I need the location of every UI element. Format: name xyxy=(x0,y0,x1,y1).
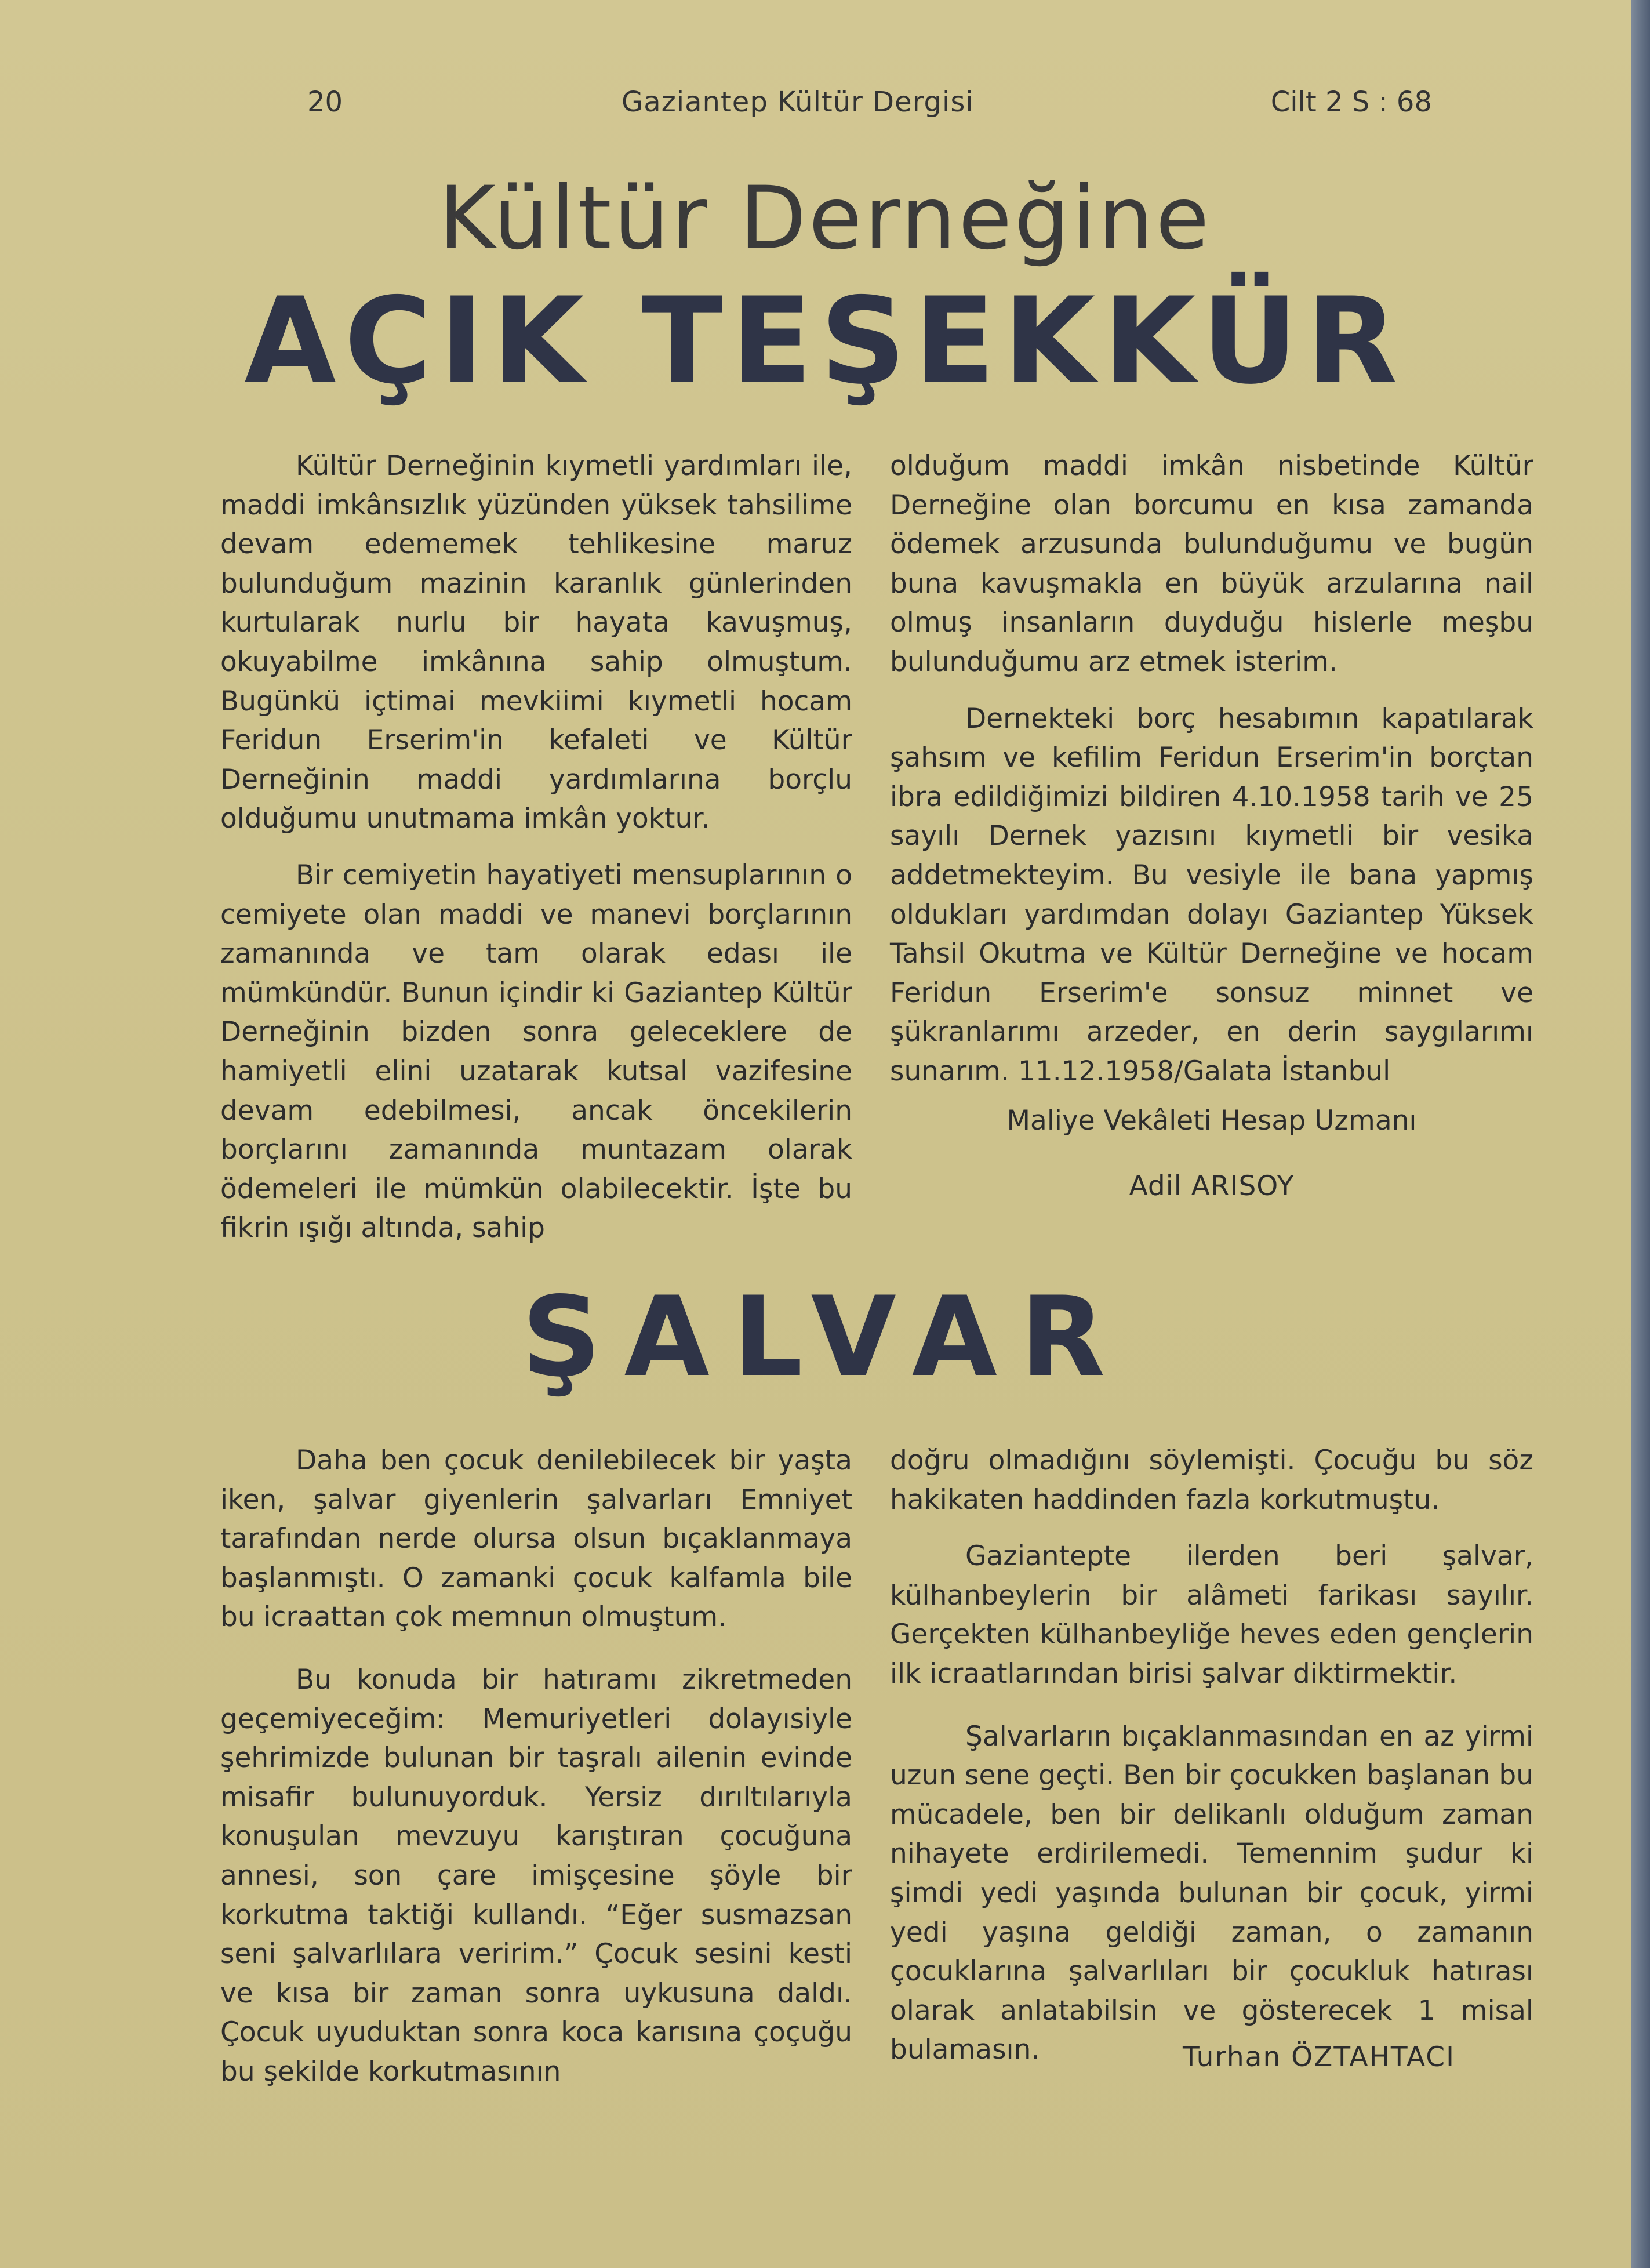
page-header xyxy=(307,86,1432,132)
article1-paragraph: Dernekteki borç hesabımın kapatılarak şahsım ve kefilim Feridun Erserim'in borçtan ibra edildiğimizi bildiren 4.10.1958 tarih ve 25 sayılı Dernek yazısını kıymetli bir vesika addetmekteyim. Bu vesiyle ile bana yapmış oldukları yardımdan dolayı Gaziantep Yüksek Tahsil Okutma ve Kültür Derneğine ve hocam Feridun Erserim'e sonsuz minnet ve şükranlarımı arzeder, en derin saygılarımı sunarım. 11.12.1958/Galata İstanbul xyxy=(890,702,1533,1087)
article2-paragraph: Şalvarların bıçaklanmasından en az yirmi uzun sene geçti. Ben bir çocukken başlanan bu mücadele, ben bir delikanlı olduğum zaman nihayete erdirilemedi. Temennim şudur ki şimdi yedi yaşında bulunan bir çocuk, yirmi yedi yaşına geldiği zaman, o zamanın çocuklarına şalvarlıları bir çocukluk hatırası olarak anlatabilsin ve gösterecek 1 misal bulamasın. xyxy=(890,1720,1533,2066)
article1-right-column xyxy=(890,447,1533,1091)
article1-signature-title: Maliye Vekâleti Hesap Uzmanı xyxy=(1006,1105,1417,1137)
article1-title-line2: AÇIK TEŞEKKÜR xyxy=(244,273,1406,411)
article2-title: ŞALVAR xyxy=(521,1273,1129,1401)
article2-signature-name: Turhan ÖZTAHTACI xyxy=(1183,2041,1455,2073)
article2-paragraph: Gaziantepte ilerden beri şalvar, külhanbeylerin bir alâmeti farikası sayılır. Gerçekten külhanbeyliğe heves eden gençlerin ilk icraatlarından birisi şalvar diktirmektir. xyxy=(890,1540,1533,1690)
article2-paragraph: doğru olmadığını söylemişti. Çocuğu bu söz hakikaten haddinden fazla korkutmuştu. xyxy=(890,1445,1533,1516)
article1-paragraph: Kültür Derneğinin kıymetli yardımları ile, maddi imkânsızlık yüzünden yüksek tahsilime devam edememek tehlikesine maruz bulunduğum mazinin karanlık günlerinden kurtularak nurlu bir hayata kavuşmuş, okuyabilme imkânına sahip olmuştum. Bugünkü içtimai mevkiimi kıymetli hocam Feridun Erserim'in kefaleti ve Kültür Derneğinin maddi yardımlarına borçlu olduğumu unutmama imkân yoktur. xyxy=(220,450,852,835)
article2-paragraph: Daha ben çocuk denilebilecek bir yaşta iken, şalvar giyenlerin şalvarları Emniyet tarafından nerde olursa olsun bıçaklanmaya başlanmıştı. O zamanki çocuk kalfamla bile bu icraattan çok memnun olmuştum. xyxy=(220,1445,852,1634)
article1-left-column xyxy=(220,447,852,1248)
article2-left-column xyxy=(220,1441,852,2092)
journal-name: Gaziantep Kültür Dergisi xyxy=(622,86,974,118)
issue-number: Cilt 2 S : 68 xyxy=(1270,86,1432,118)
article1-paragraph: olduğum maddi imkân nisbetinde Kültür Derneğine olan borcumu en kısa zamanda ödemek arzusunda bulunduğumu ve bugün buna kavuşmakla en büyük arzularına nail olmuş insanların duyduğu hislerle meşbu bulunduğumu arz etmek isterim. xyxy=(890,450,1533,678)
article2-paragraph: Bu konuda bir hatıramı zikretmeden geçemiyeceğim: Memuriyetleri dolayısiyle şehrimizde bulunan bir taşralı ailenin evinde misafir bulunuyorduk. Yersiz dırıltılarıyla konuşulan mevzuyu karıştıran çocuğuna annesi, son çare imişçesine şöyle bir korkutma taktiği kullandı. “Eğer susmazsan seni şalvarlılara veririm.” Çocuk sesini kesti ve kısa bir zaman sonra uykusuna daldı. Çocuk uyuduktan sonra koca karısına çoçuğu bu şekilde korkutmasının xyxy=(220,1663,852,2088)
page-number: 20 xyxy=(307,86,343,118)
article1-paragraph: Bir cemiyetin hayatiyeti mensuplarının o cemiyete olan maddi ve manevi borçlarının zamanında ve tam olarak edası ile mümkündür. Bunun içindir ki Gaziantep Kültür Derneğinin bizden sonra geleceklere de hamiyetli elini uzatarak kutsal vazifesine devam edebilmesi, ancak öncekilerin borçlarını zamanında muntazam olarak ödemeleri ile mümkün olabilecektir. İşte bu fikrin ışığı altında, sahip xyxy=(220,859,852,1244)
article1-signature-name: Adil ARISOY xyxy=(1129,1170,1295,1202)
article2-right-column xyxy=(890,1441,1533,2070)
article1-title-line1: Kültür Derneğine xyxy=(438,168,1212,269)
